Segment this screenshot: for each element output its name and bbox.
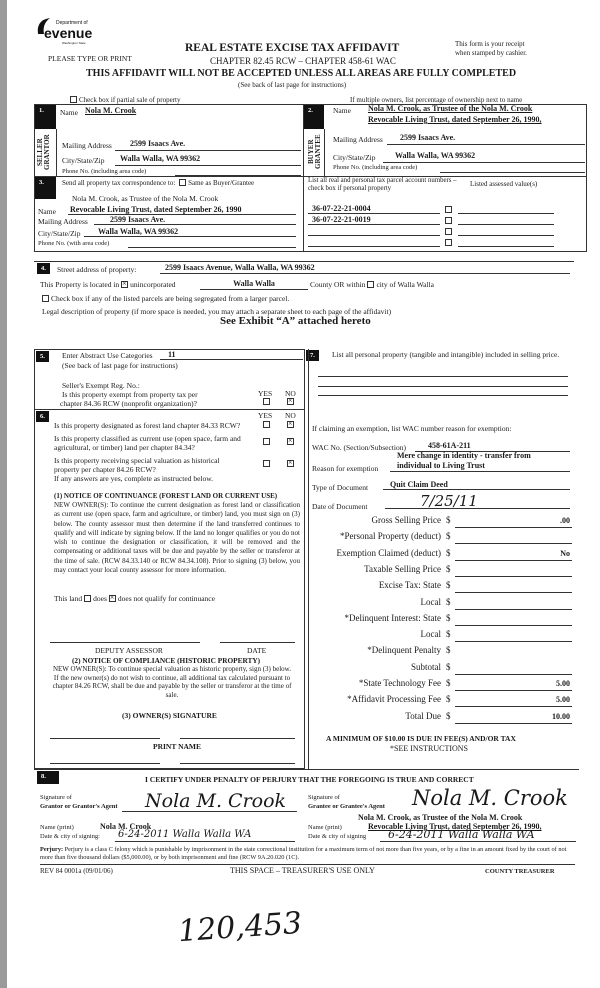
personal-property-checkbox[interactable]: [443, 227, 454, 236]
segregated-checkbox[interactable]: Check box if any of the listed parcels are being segregated from a larger parcel.: [40, 294, 289, 303]
personal-property-label: List all personal property (tangible and intangible) included in selling price.: [332, 350, 560, 359]
does-not-checkbox[interactable]: [109, 595, 116, 602]
currency-symbol: $: [446, 580, 451, 591]
deputy-assessor-label: DEPUTY ASSESSOR: [95, 646, 163, 655]
perjury-notice: Perjury: Perjury is a class C felony which is punishable by imprisonment in the state correctional institution for a maximum term of not more than five years, or by a fine in an amount fixed by the court of not more than five thousand dollars ($5,000.00), or by both imprisonment and fine (RCW 9A.20.020 (1C).: [40, 846, 567, 862]
form-chapter: CHAPTER 82.45 RCW – CHAPTER 458-61 WAC: [210, 56, 396, 66]
assessed-header: Listed assessed value(s): [470, 180, 538, 188]
please-type-label: PLEASE TYPE OR PRINT: [48, 54, 132, 63]
grantee-name[interactable]: Revocable Living Trust, dated September 26, 1990,: [368, 822, 542, 831]
document-date[interactable]: 7/25/11: [420, 492, 478, 510]
fee-line: [455, 690, 572, 691]
buyer-phone-label: Phone No. (including area code): [333, 164, 418, 171]
treasurer-space-label: THIS SPACE – TREASURER'S USE ONLY: [230, 866, 375, 875]
receipt-note: This form is your receipt: [455, 40, 525, 48]
seller-mailing-label: Mailing Address: [62, 141, 112, 150]
reason-label: Reason for exemption: [312, 464, 379, 473]
currency-symbol: $: [446, 710, 451, 721]
notice-continuance-body: NEW OWNER(S): To continue the current designation as forest land or classification as current use (open space, farm and agriculture, or timber) land, you must sign on (3) below. The county assessor must then determine if the land transferred continues to qualify and will indicate by signing below. If the land no longer qualifies or you do not wish to continue the designation or classification, it will be removed and the compensating or additional taxes will be due and payable by the seller or transferor at the time of sale. (RCW 84.33.140 or RCW 84.34.108). Prior to signing (3) below, you may contact your local county assessor for more information.: [54, 501, 300, 575]
street-label: Street address of property:: [57, 265, 137, 274]
section-3-label: 3.: [35, 177, 56, 199]
parcel-number[interactable]: 36-07-22-21-0019: [312, 215, 371, 224]
notice-continuance-title: (1) NOTICE OF CONTINUANCE (FOREST LAND OR CURRENT USE): [54, 492, 278, 500]
fee-label: Taxable Selling Price: [364, 563, 441, 574]
fee-label: Gross Selling Price: [371, 515, 441, 525]
historic-question: Is this property receiving special valuation as historical: [54, 456, 220, 465]
exemption-label: If claiming an exemption, list WAC number reason for exemption:: [312, 424, 512, 433]
fee-line: [455, 560, 572, 561]
currency-symbol: $: [446, 515, 451, 525]
yes-header: YES: [258, 389, 273, 398]
parcel-header: List all real and personal tax parcel account numbers – check box if personal property: [308, 177, 457, 192]
fee-label: *Personal Property (deduct): [340, 531, 441, 542]
exemption-reason[interactable]: Mere change in identity - transfer from: [397, 451, 531, 460]
certify-statement: I CERTIFY UNDER PENALTY OF PERJURY THAT THE FOREGOING IS TRUE AND CORRECT: [145, 775, 474, 784]
forest-yes-checkbox[interactable]: [261, 420, 272, 429]
currency-symbol: $: [446, 694, 451, 705]
parcel-number[interactable]: 36-07-22-21-0004: [312, 204, 371, 213]
partial-sale-checkbox[interactable]: [68, 96, 180, 104]
grantor-signature[interactable]: Nola M. Crook: [145, 790, 287, 812]
fee-value[interactable]: No: [560, 548, 570, 558]
send-correspondence: Send all property tax correspondence to: Same as Buyer/Grantee: [62, 179, 255, 187]
grantor-date-label: Date & city of signing:: [40, 833, 100, 840]
fee-line: [455, 674, 572, 675]
form-revision: REV 84 0001a (09/01/06): [40, 867, 113, 875]
section-6-label: 6.: [36, 411, 49, 422]
section3-city-label: City/State/Zip: [38, 229, 81, 238]
unincorporated-checkbox[interactable]: [121, 281, 128, 288]
county[interactable]: Walla Walla: [233, 279, 275, 288]
currency-symbol: $: [446, 645, 451, 656]
section-2-label: 2.: [304, 105, 324, 129]
section3-mailing[interactable]: 2599 Isaacs Ave.: [110, 215, 166, 224]
fee-label: Excise Tax: State: [378, 580, 441, 591]
historic-yes-checkbox[interactable]: [261, 459, 272, 468]
grantor-sig-label: Signature of: [40, 794, 72, 801]
exempt-reg-label: Seller's Exempt Reg. No.:: [62, 381, 140, 390]
forest-land-question: Is this property designated as forest land chapter 84.33 RCW?: [54, 421, 241, 430]
buyer-city-label: City/State/Zip: [333, 153, 376, 162]
doc-type-label: Type of Document: [312, 483, 369, 492]
grantor-name-label: Name (print): [40, 824, 74, 831]
legal-label: Legal description of property (if more space is needed, you may attach a separate sheet to each page of the affidavit): [42, 307, 392, 316]
section-5-label: 5.: [36, 351, 49, 362]
qualify-row: This land does× does not qualify for continuance: [54, 594, 215, 603]
fee-line: [455, 576, 572, 577]
date-label: DATE: [247, 646, 267, 655]
currency-symbol: $: [446, 547, 451, 558]
fee-value[interactable]: 5.00: [556, 695, 570, 705]
checkbox-label: Check box if partial sale of property: [79, 96, 181, 104]
owner-signature-label: (3) OWNER(S) SIGNATURE: [122, 711, 217, 720]
seller-mailing[interactable]: 2599 Isaacs Ave.: [130, 139, 186, 148]
fee-label: Local: [420, 629, 441, 640]
fee-line: [455, 641, 572, 642]
print-name-label: PRINT NAME: [153, 742, 201, 751]
exempt-no-checkbox[interactable]: [285, 397, 296, 406]
fee-value[interactable]: 10.00: [552, 711, 570, 721]
currency-symbol: $: [446, 612, 451, 623]
fee-line: [455, 609, 572, 610]
current-use-yes-checkbox[interactable]: [261, 437, 272, 446]
fee-label: *Affidavit Processing Fee: [347, 694, 441, 705]
exempt-yes-checkbox[interactable]: [261, 397, 272, 406]
multiple-owners-note: If multiple owners, list percentage of ownership next to name: [350, 96, 523, 104]
scan-edge: [0, 0, 7, 988]
seller-name-label: Name: [60, 108, 78, 117]
department-of-revenue-logo: [34, 14, 98, 46]
buyer-name-label: Name: [333, 106, 351, 115]
grantee-sig-label: Grantee or Grantee's Agent: [308, 803, 385, 810]
grantee-signature[interactable]: Nola M. Crook: [412, 786, 568, 810]
historic-no-checkbox[interactable]: [285, 459, 296, 468]
city-checkbox[interactable]: [367, 281, 374, 288]
exempt-question: Is this property exempt from property tax per: [62, 390, 198, 399]
grantee-sig-label: Signature of: [308, 794, 340, 801]
current-use-question: Is this property classified as current use (open space, farm and: [54, 434, 241, 443]
fee-label: *Delinquent Interest: State: [344, 612, 441, 623]
seller-name[interactable]: Nola M. Crook: [85, 106, 137, 115]
grantor-name[interactable]: Nola M. Crook: [100, 822, 152, 831]
fee-label: Total Due: [405, 710, 441, 721]
no-header: NO: [285, 411, 296, 420]
legal-description[interactable]: See Exhibit “A” attached hereto: [220, 315, 371, 327]
see-back-note: (See back of last page for instructions): [238, 81, 347, 89]
buyer-city[interactable]: Walla Walla, WA 99362: [395, 151, 476, 160]
street-address[interactable]: 2599 Isaacs Avenue, Walla Walla, WA 99362: [165, 263, 315, 272]
fee-label: Subtotal: [410, 661, 441, 672]
abstract-category[interactable]: 11: [168, 350, 176, 359]
buyer-name[interactable]: Revocable Living Trust, dated September 26, 1990,: [368, 115, 542, 124]
currency-symbol: $: [446, 596, 451, 607]
receipt-note: when stamped by cashier.: [455, 49, 527, 57]
personal-property-checkbox[interactable]: [443, 238, 454, 247]
seller-phone-label: Phone No. (including area code): [62, 168, 147, 175]
section-1-label: 1.: [35, 105, 56, 129]
buyer-mailing-label: Mailing Address: [333, 135, 383, 144]
buyer-side-label: BUYER GRANTEE: [307, 134, 322, 170]
notice-compliance-body: NEW OWNER(S): To continue special valuation as historic property, sign (3) below. If the new owner(s) do not wish to continue, all additional tax calculated pursuant to chapter 84.26 RCW, shall be due and payable by the seller or transferor at the time of sale.: [52, 665, 292, 699]
buyer-mailing[interactable]: 2599 Isaacs Ave.: [400, 133, 456, 142]
minimum-due-note: A MINIMUM OF $10.00 IS DUE IN FEE(S) AND/OR TAX: [326, 734, 516, 743]
section3-name[interactable]: Revocable Living Trust, dated September 26, 1990: [70, 205, 242, 214]
fee-line: [455, 592, 572, 593]
same-as-buyer-checkbox[interactable]: [179, 179, 186, 186]
grantee-date[interactable]: 6-24-2011 Walla Walla WA: [388, 828, 535, 841]
fee-label: Exemption Claimed (deduct): [336, 547, 441, 558]
currency-symbol: $: [446, 531, 451, 542]
seller-city[interactable]: Walla Walla, WA 99362: [120, 154, 201, 163]
see-back: (See back of last page for instructions): [62, 361, 178, 370]
fee-label: *Delinquent Penalty: [367, 645, 441, 656]
located-in: This Property is located in× unincorporated: [40, 280, 176, 289]
personal-property-checkbox[interactable]: [443, 205, 454, 214]
section3-name-label: Name: [38, 207, 56, 216]
county-or: County OR within city of Walla Walla: [310, 280, 434, 289]
grantee-name[interactable]: Nola M. Crook, as Trustee of the Nola M. Crook: [358, 813, 523, 822]
seller-city-label: City/State/Zip: [62, 156, 105, 165]
section3-mailing-label: Mailing Address: [38, 217, 88, 226]
exempt-question: chapter 84.36 RCW (nonprofit organization)?: [60, 399, 197, 408]
notice-compliance-title: (2) NOTICE OF COMPLIANCE (HISTORIC PROPERTY): [72, 656, 261, 665]
section-8-label: 8.: [37, 771, 59, 784]
checkbox[interactable]: [70, 96, 77, 103]
form-warning: THIS AFFIDAVIT WILL NOT BE ACCEPTED UNLESS ALL AREAS ARE FULLY COMPLETED: [86, 68, 517, 79]
personal-property-checkbox[interactable]: [443, 216, 454, 225]
section3-phone-label: Phone No. (with area code): [38, 240, 110, 247]
doc-date-label: Date of Document: [312, 502, 368, 511]
county-treasurer-label: COUNTY TREASURER: [485, 868, 555, 875]
section3-name[interactable]: Nola M. Crook, as Trustee of the Nola M. Crook: [72, 194, 219, 203]
grantee-date-label: Date & city of signing: [308, 833, 367, 840]
fee-label: *State Technology Fee: [358, 678, 441, 688]
fee-value[interactable]: 5.00: [556, 679, 570, 688]
section3-city[interactable]: Walla Walla, WA 99362: [98, 227, 179, 236]
currency-symbol: $: [446, 661, 451, 672]
wac-number[interactable]: 458-61A-211: [428, 441, 471, 450]
exemption-reason[interactable]: individual to Living Trust: [397, 461, 485, 470]
form-title: REAL ESTATE EXCISE TAX AFFIDAVIT: [185, 42, 400, 54]
yes-header: YES: [258, 411, 273, 420]
forest-no-checkbox[interactable]: [285, 420, 296, 429]
document-type[interactable]: Quit Claim Deed: [390, 480, 448, 489]
buyer-name[interactable]: Nola M. Crook, as Trustee of the Nola M. Crook: [368, 104, 533, 113]
fee-line: [455, 723, 572, 724]
seller-side-label: SELLER GRANTOR: [36, 134, 51, 170]
abstract-label: Enter Abstract Use Categories: [62, 351, 153, 360]
answers-note: If any answers are yes, complete as instructed below.: [54, 474, 214, 483]
svg-text:Washington State: Washington State: [62, 41, 86, 45]
does-checkbox[interactable]: [84, 595, 91, 602]
section-7-label: 7.: [306, 350, 319, 361]
grantor-date[interactable]: 6-24-2011 Walla Walla WA: [118, 829, 252, 840]
fee-line: [455, 527, 572, 528]
handwritten-note: 120,453: [176, 905, 304, 950]
fee-line: [455, 625, 572, 626]
grantor-sig-label: Grantor or Grantor's Agent: [40, 803, 118, 810]
grantee-name-label: Name (print): [308, 824, 342, 831]
currency-symbol: $: [446, 678, 451, 688]
section-4-label: 4.: [37, 263, 50, 274]
fee-line: [455, 706, 572, 707]
historic-question: property per chapter 84.26 RCW?: [54, 465, 156, 474]
fee-line: [455, 543, 572, 544]
currency-symbol: $: [446, 563, 451, 574]
wac-label: WAC No. (Section/Subsection): [312, 443, 406, 452]
svg-text:Department of: Department of: [56, 20, 88, 26]
current-use-no-checkbox[interactable]: [285, 437, 296, 446]
current-use-question: agricultural, or timber) land per chapter 84.34?: [54, 443, 195, 452]
fee-value[interactable]: .00: [560, 516, 570, 525]
fee-label: Local: [420, 596, 441, 607]
svg-text:evenue: evenue: [44, 25, 93, 41]
no-header: NO: [285, 389, 296, 398]
see-instructions: *SEE INSTRUCTIONS: [390, 744, 469, 753]
currency-symbol: $: [446, 629, 451, 640]
